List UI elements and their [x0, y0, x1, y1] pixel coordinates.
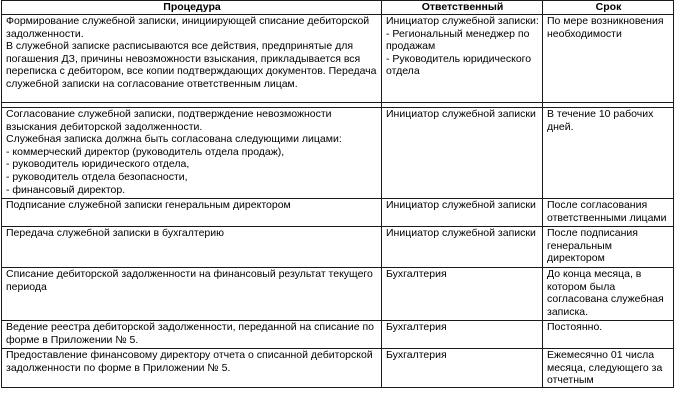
cell-text: - Руководитель юридического отдела [386, 52, 532, 78]
cell-text: - руководитель юридического отдела, [6, 158, 190, 171]
cell-text: Ведение реестра дебиторской задолженности, переданной на списание по форме в Приложении № 5. [6, 321, 374, 346]
header-deadline: Срок [543, 1, 674, 15]
responsible-cell [382, 268, 543, 321]
deadline-cell [543, 268, 674, 321]
procedure-cell [2, 108, 382, 199]
responsible-cell [382, 321, 543, 349]
procedure-cell [2, 268, 382, 321]
cell-text: Списание дебиторской задолженности на финансовый результат текущего периода [6, 268, 373, 293]
cell-text: Постоянно. [547, 321, 603, 333]
table-row [2, 108, 674, 199]
cell-text: - финансовый директор. [6, 183, 126, 196]
responsible-cell [382, 15, 543, 103]
table-row [2, 268, 674, 321]
cell-text: - коммерческий директор (руководитель отдела продаж), [6, 145, 285, 158]
cell-text: По мере возникновения необходимости [547, 15, 664, 40]
cell-text: Ежемесячно 01 числа месяца, следующего за отчетным [547, 349, 663, 387]
deadline-cell [543, 227, 674, 268]
procedure-cell [2, 321, 382, 349]
cell-text: Предоставление финансовому директору отчета о списанной дебиторской задолженности по форме в Приложении № 5. [6, 349, 373, 374]
cell-text: - Региональный менеджер по продажам [386, 27, 530, 53]
cell-text: В служебной записке расписываются все действия, предпринятые для погашения ДЗ, причины невозможности взыскания, прикладывается вся переписка с дебитором, все копии подтверждающих документов. Передача служебной записки на согласование ответственным лицам. [6, 40, 377, 90]
cell-text: Инициатор служебной записки [386, 227, 536, 239]
deadline-cell [543, 108, 674, 199]
procedure-table [1, 0, 674, 388]
header-responsible: Ответственный [382, 1, 543, 15]
procedure-cell [2, 227, 382, 268]
responsible-cell [382, 199, 543, 227]
cell-text: Передача служебной записки в бухгалтерию [6, 227, 225, 239]
table-row [2, 321, 674, 349]
deadline-cell [543, 15, 674, 103]
table-row [2, 349, 674, 388]
cell-text: Инициатор служебной записки [386, 199, 536, 211]
header-procedure: Процедура [2, 1, 382, 15]
cell-text: После подписания генеральным директором [547, 227, 638, 265]
header-row [2, 1, 674, 15]
cell-text: После согласования ответственными лицами [547, 199, 667, 224]
cell-text: Согласование служебной записки, подтверждение невозможности взыскания дебиторской задолженности. [6, 108, 332, 133]
table-row [2, 227, 674, 268]
table-row [2, 15, 674, 103]
procedure-cell [2, 199, 382, 227]
procedure-cell [2, 349, 382, 388]
deadline-cell [543, 321, 674, 349]
cell-text: Служебная записка должна быть согласована следующими лицами: [6, 133, 342, 146]
cell-text: Инициатор служебной записки: [386, 15, 539, 27]
deadline-cell [543, 199, 674, 227]
cell-text: Бухгалтерия [386, 349, 447, 361]
cell-text: Бухгалтерия [386, 268, 447, 280]
cell-text: Бухгалтерия [386, 321, 447, 333]
responsible-cell [382, 349, 543, 388]
table-row [2, 199, 674, 227]
cell-text: Подписание служебной записки генеральным директором [6, 199, 291, 211]
responsible-cell [382, 108, 543, 199]
procedure-cell [2, 15, 382, 103]
deadline-cell [543, 349, 674, 388]
cell-text: Инициатор служебной записки [386, 108, 536, 120]
cell-text: В течение 10 рабочих дней. [547, 108, 654, 133]
responsible-cell [382, 227, 543, 268]
cell-text: Формирование служебной записки, инициирующей списание дебиторской задолженности. [6, 15, 370, 40]
cell-text: До конца месяца, в котором была согласована служебная записка. [547, 268, 664, 318]
cell-text: - руководитель отдела безопасности, [6, 170, 188, 183]
